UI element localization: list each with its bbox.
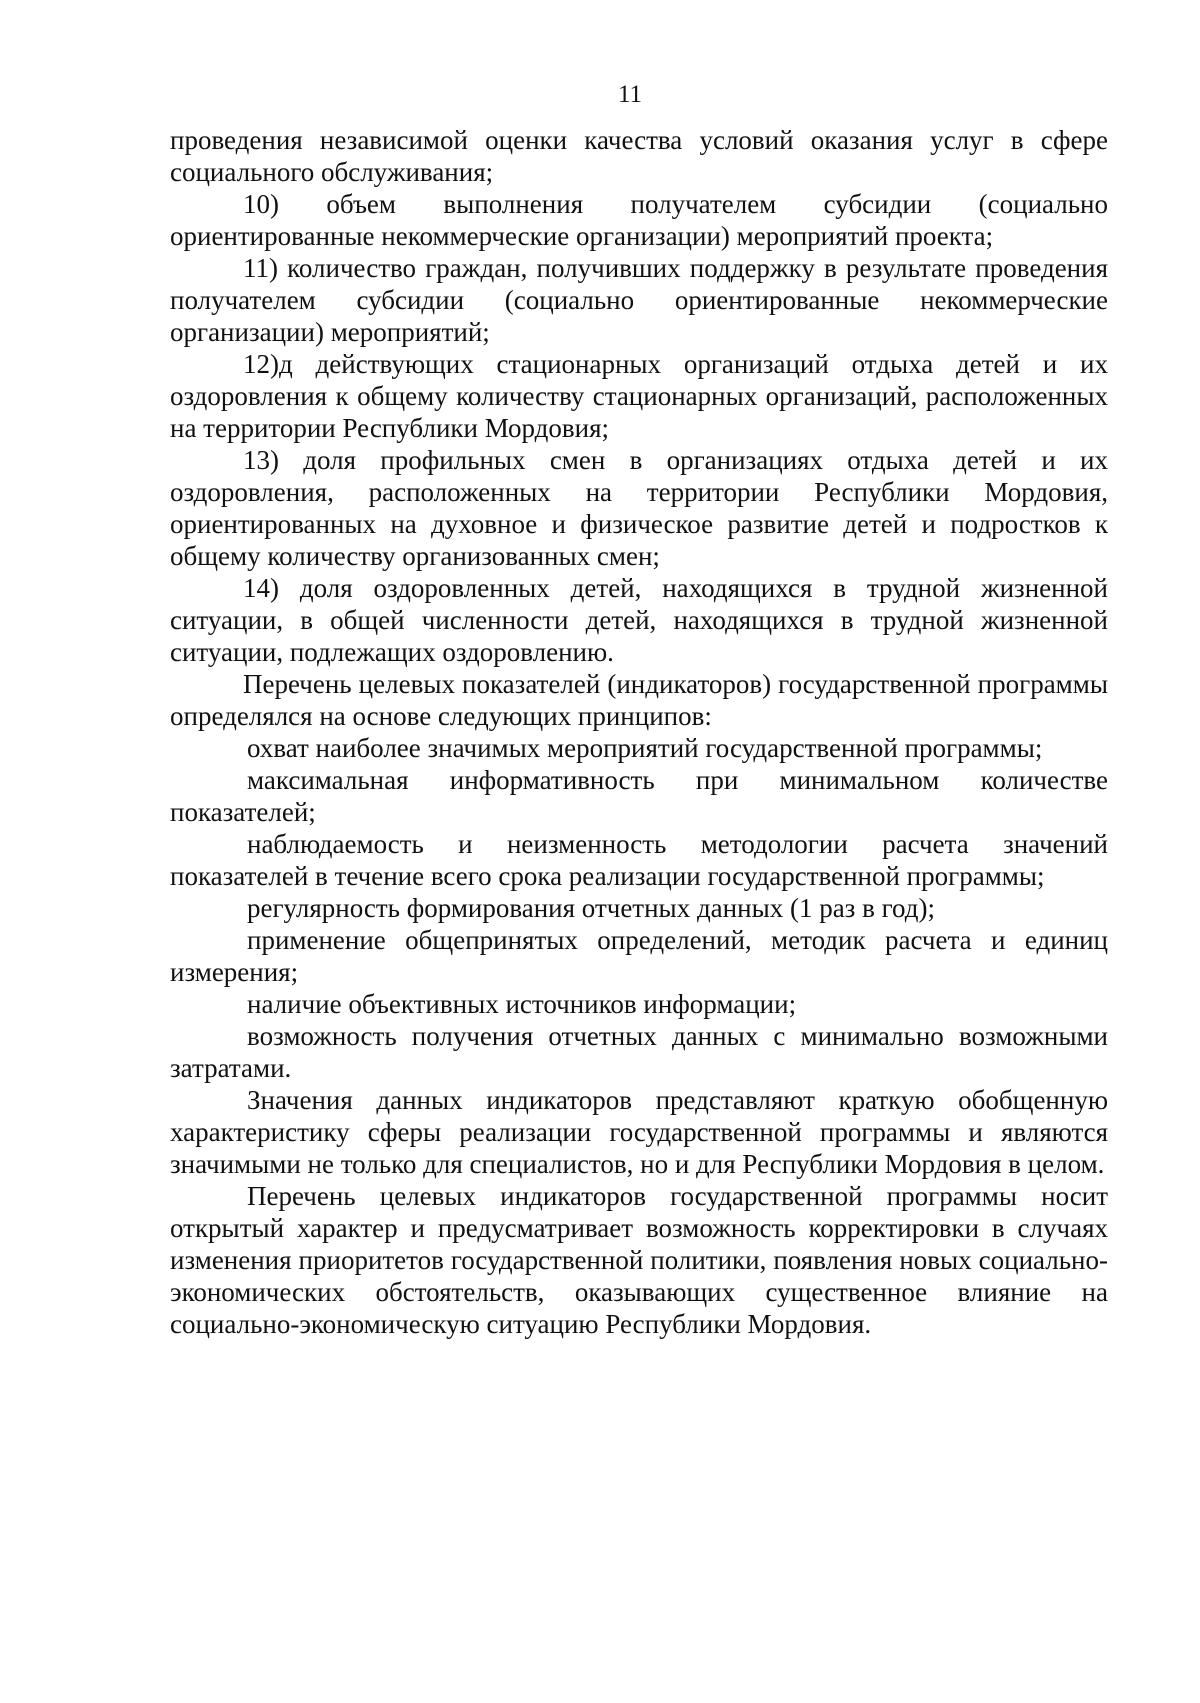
paragraph-item-11: 11) количество граждан, получивших поддержку в результате проведения получателем субсидии (социально ориентированные некоммерческие организации) мероприятий; [170, 253, 1108, 347]
paragraph-item-10: 10) объем выполнения получателем субсидии (социально ориентированные некоммерческие организации) мероприятий проекта; [170, 189, 1108, 251]
paragraph-item-12: 12)д действующих стационарных организаций отдыха детей и их оздоровления к общему количеству стационарных организаций, расположенных на территории Республики Мордовия; [170, 349, 1108, 443]
paragraph-principle-regularity: регулярность формирования отчетных данных (1 раз в год); [247, 893, 935, 923]
paragraph-principle-costs: возможность получения отчетных данных с минимально возможными затратами. [170, 1021, 1108, 1083]
paragraph-principle-definitions: применение общепринятых определений, методик расчета и единиц измерения; [170, 925, 1108, 987]
paragraph-principle-observability: наблюдаемость и неизменность методологии расчета значений показателей в течение всего срока реализации государственной программы; [170, 829, 1108, 891]
page-number: 11 [617, 81, 643, 108]
paragraph-principles-intro: Перечень целевых показателей (индикаторов) государственной программы определялся на основе следующих принципов: [170, 669, 1108, 731]
paragraph-indicator-values: Значения данных индикаторов представляют краткую обобщенную характеристику сферы реализации государственной программы и являются значимыми не только для специалистов, но и для Республики Мордовия в целом. [170, 1085, 1108, 1179]
paragraph-item-14: 14) доля оздоровленных детей, находящихся в трудной жизненной ситуации, в общей численности детей, находящихся в трудной жизненной ситуации, подлежащих оздоровлению. [170, 573, 1108, 667]
paragraph-indicator-list-open: Перечень целевых индикаторов государственной программы носит открытый характер и предусматривает возможность корректировки в случаях изменения приоритетов государственной политики, появления новых социально-экономических обстоятельств, оказывающих существенное влияние на социально-экономическую ситуацию Республики Мордовия. [170, 1181, 1108, 1339]
paragraph-item-13: 13) доля профильных смен в организациях отдыха детей и их оздоровления, расположенных на территории Республики Мордовия, ориентированных на духовное и физическое развитие детей и подростков к общему количеству организованных смен; [170, 445, 1108, 571]
paragraph-continuation: проведения независимой оценки качества условий оказания услуг в сфере социального обслуживания; [170, 125, 1108, 187]
paragraph-principle-informativeness: максимальная информативность при минимальном количестве показателей; [170, 765, 1108, 827]
document-body [170, 124, 1108, 1340]
paragraph-principle-sources: наличие объективных источников информации; [247, 989, 797, 1019]
paragraph-principle-coverage: охват наиболее значимых мероприятий государственной программы; [247, 733, 1043, 763]
